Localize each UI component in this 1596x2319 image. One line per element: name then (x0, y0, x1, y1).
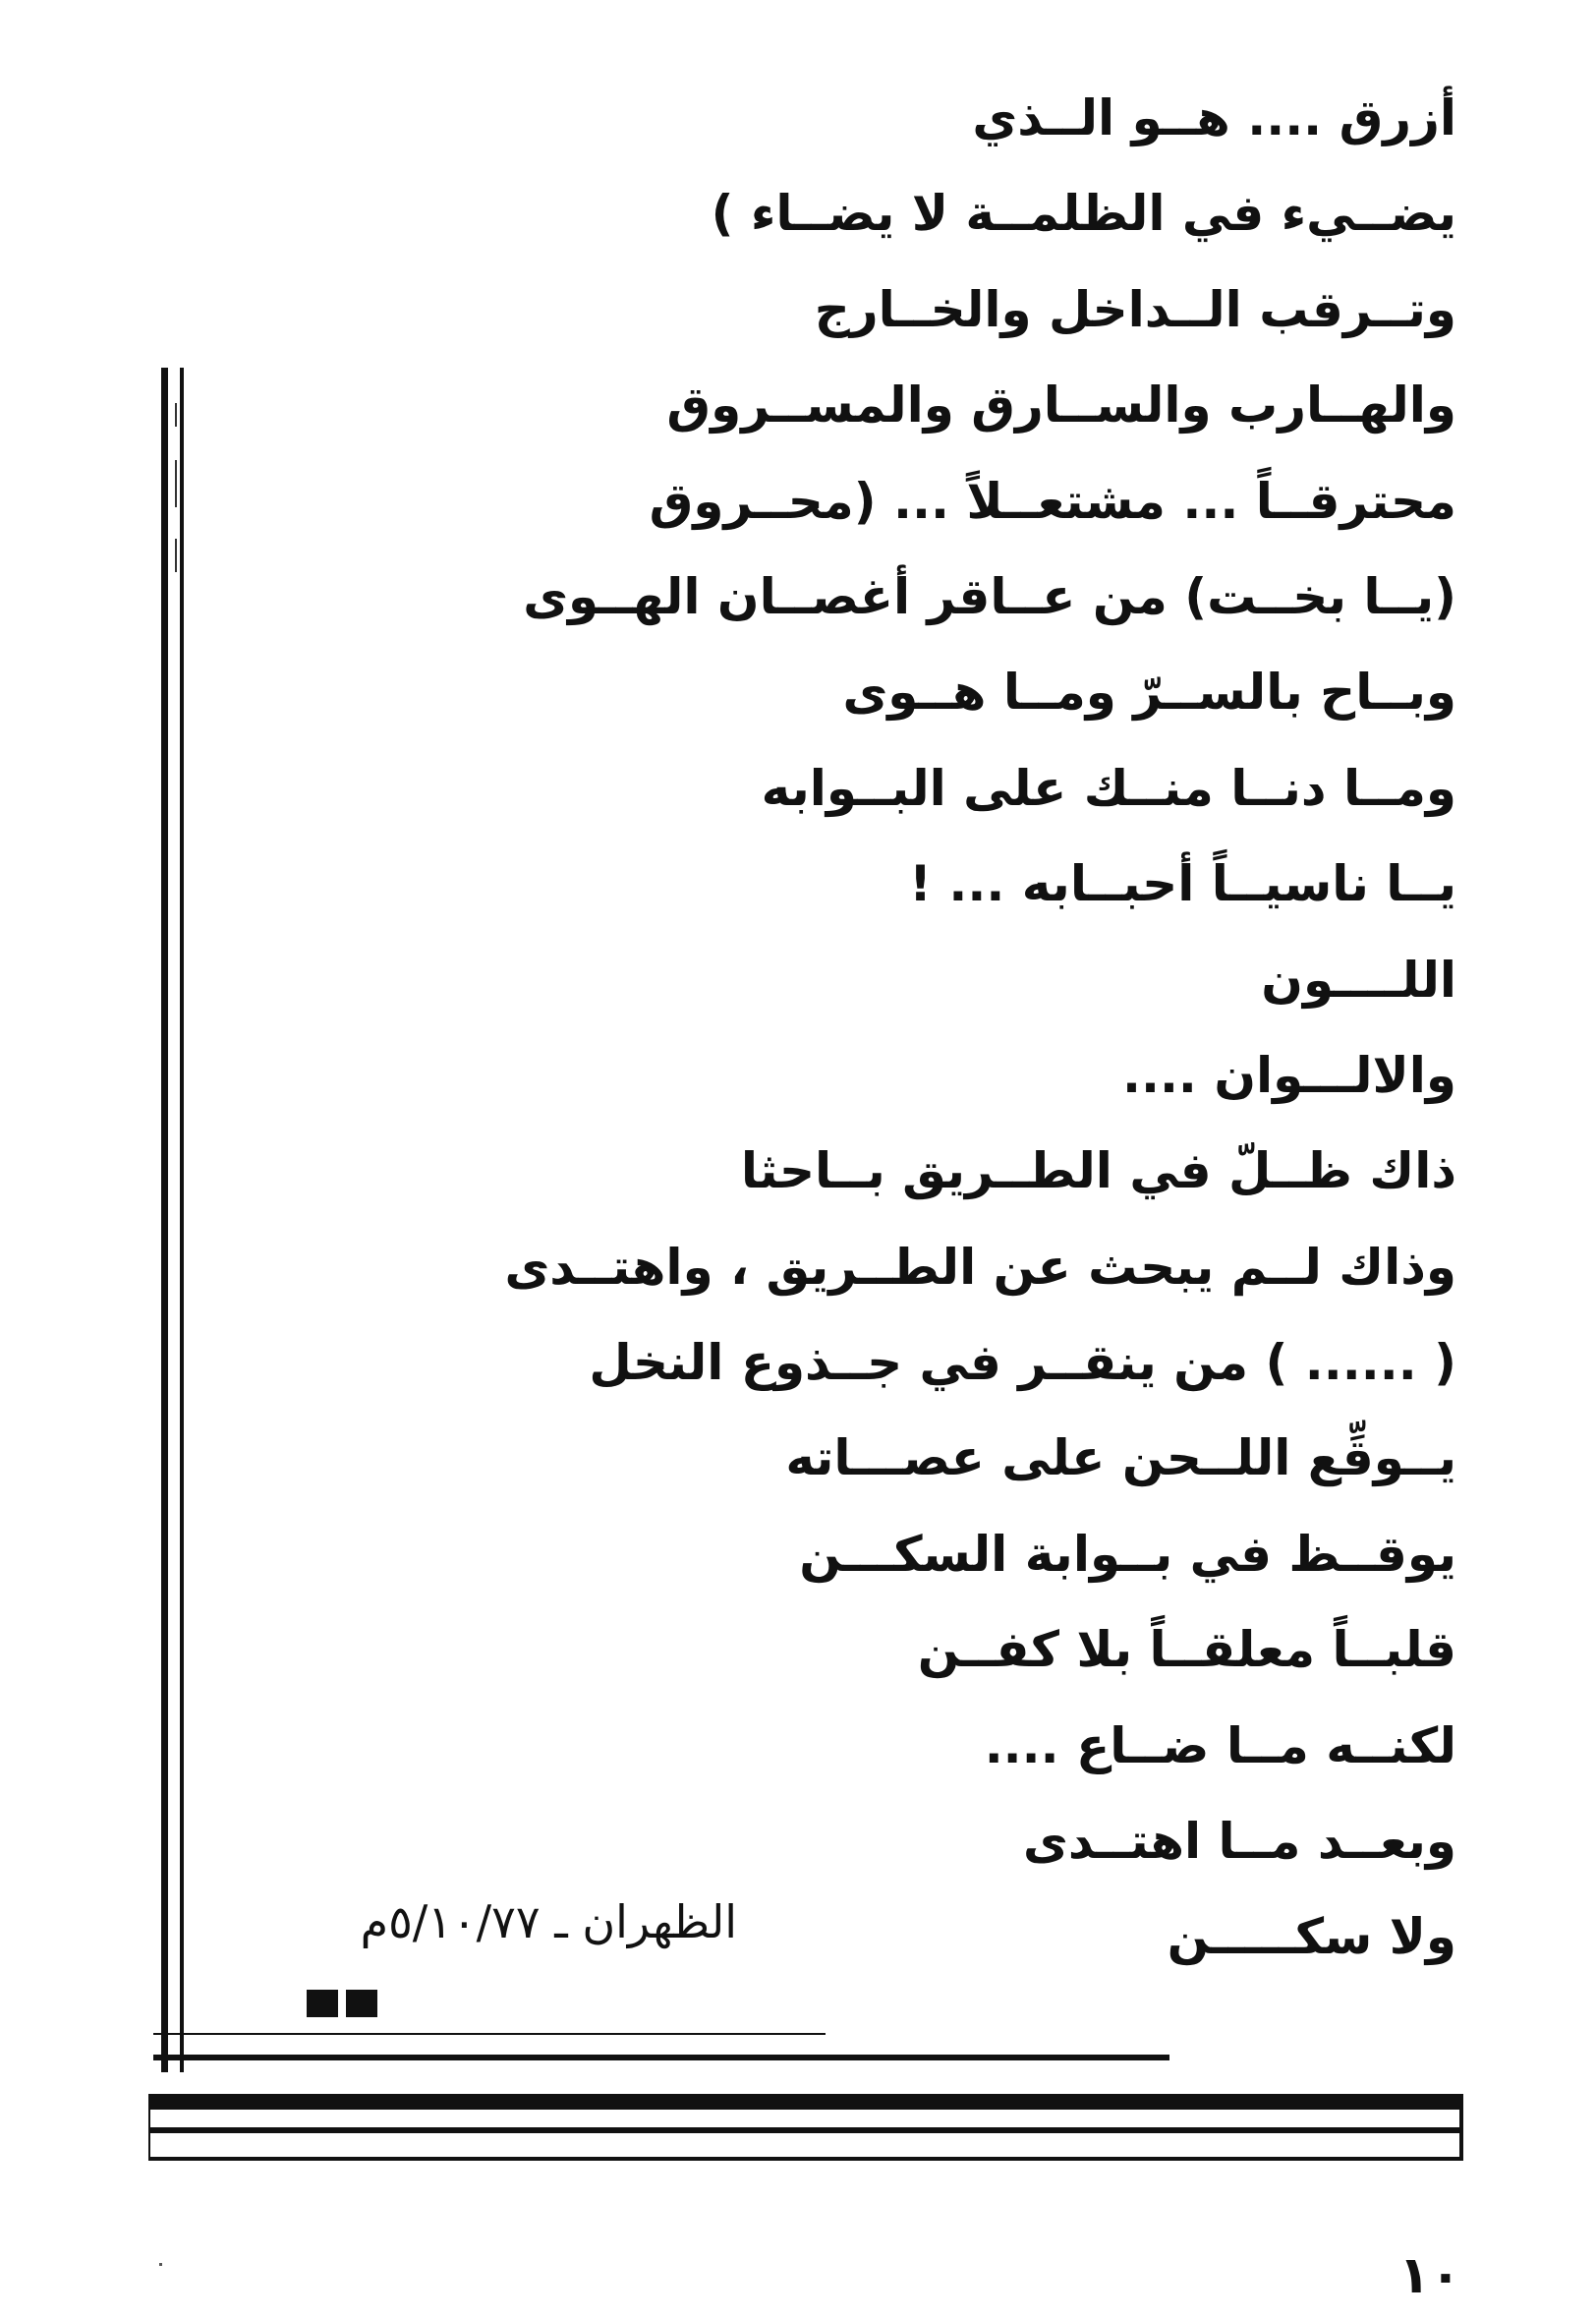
margin-tick-mark (175, 403, 177, 427)
ornament-square (307, 1990, 338, 2017)
poem-line: (يــا بخــت) من عــاقر أغصــان الهــوى (523, 567, 1456, 625)
ornament-square (346, 1990, 377, 2017)
horizontal-rule-medium (153, 2055, 1169, 2060)
poem-line: يوقــظ في بــوابة السكـــن (799, 1525, 1456, 1583)
left-vertical-rule-inner (180, 368, 184, 2072)
left-vertical-rule-outer (161, 368, 168, 2072)
poem-line: اللــــون (1261, 951, 1456, 1009)
poem-line: يــوقِّع اللــحن على عصـــاته (785, 1429, 1456, 1487)
poem-line: والهــارب والســارق والمســروق (666, 377, 1456, 435)
poem-line: محترقــاً ... مشتعــلاً ... (محــروق (649, 472, 1456, 530)
poem-stanza (474, 71, 1456, 1986)
poem-line: وذاك لــم يبحث عن الطــريق ، واهتــدى (504, 1238, 1456, 1296)
poem-line: وبــاح بالســرّ ومــا هــوى (842, 664, 1456, 722)
bottom-frame-ornament (148, 2094, 1463, 2161)
poem-line: قلبــاً معلقــاً بلا كفــن (917, 1621, 1456, 1679)
margin-tick-mark (175, 539, 177, 572)
bottom-frame-inner-rule (150, 2127, 1459, 2133)
poem-line: أزرق .... هــو الــذي (972, 89, 1456, 146)
poem-line: ذاك ظــلّ في الطــريق بــاحثا (740, 1142, 1456, 1200)
poem-line: وبعــد مــا اهتــدى (1023, 1813, 1456, 1871)
poem-line: ولا سكـــــن (1167, 1908, 1456, 1966)
poem-line: ومــا دنــا منــك على البــوابه (761, 759, 1456, 817)
poem-line: يضــيء في الظلمــة لا يضــاء ) (711, 185, 1456, 243)
poem-line: ( ...... ) من ينقــر في جــذوع النخل (589, 1334, 1456, 1392)
horizontal-rule-thin (153, 2033, 826, 2035)
margin-tick-mark (175, 460, 177, 507)
ornament-squares (307, 1990, 377, 2017)
scan-speck (159, 2263, 162, 2266)
place-date-signature: الظهران ـ ٥/١٠/٧٧م (360, 1895, 737, 1948)
poem-line: يــا ناسيــاً أحبــابه ... ! (909, 855, 1456, 913)
poem-line: وتــرقب الــداخل والخــارج (814, 280, 1456, 338)
page-number: ١٠ (1398, 2246, 1461, 2305)
poem-line: لكنــه مــا ضــاع .... (984, 1716, 1456, 1774)
poem-line: والالـــوان .... (1121, 1046, 1456, 1104)
